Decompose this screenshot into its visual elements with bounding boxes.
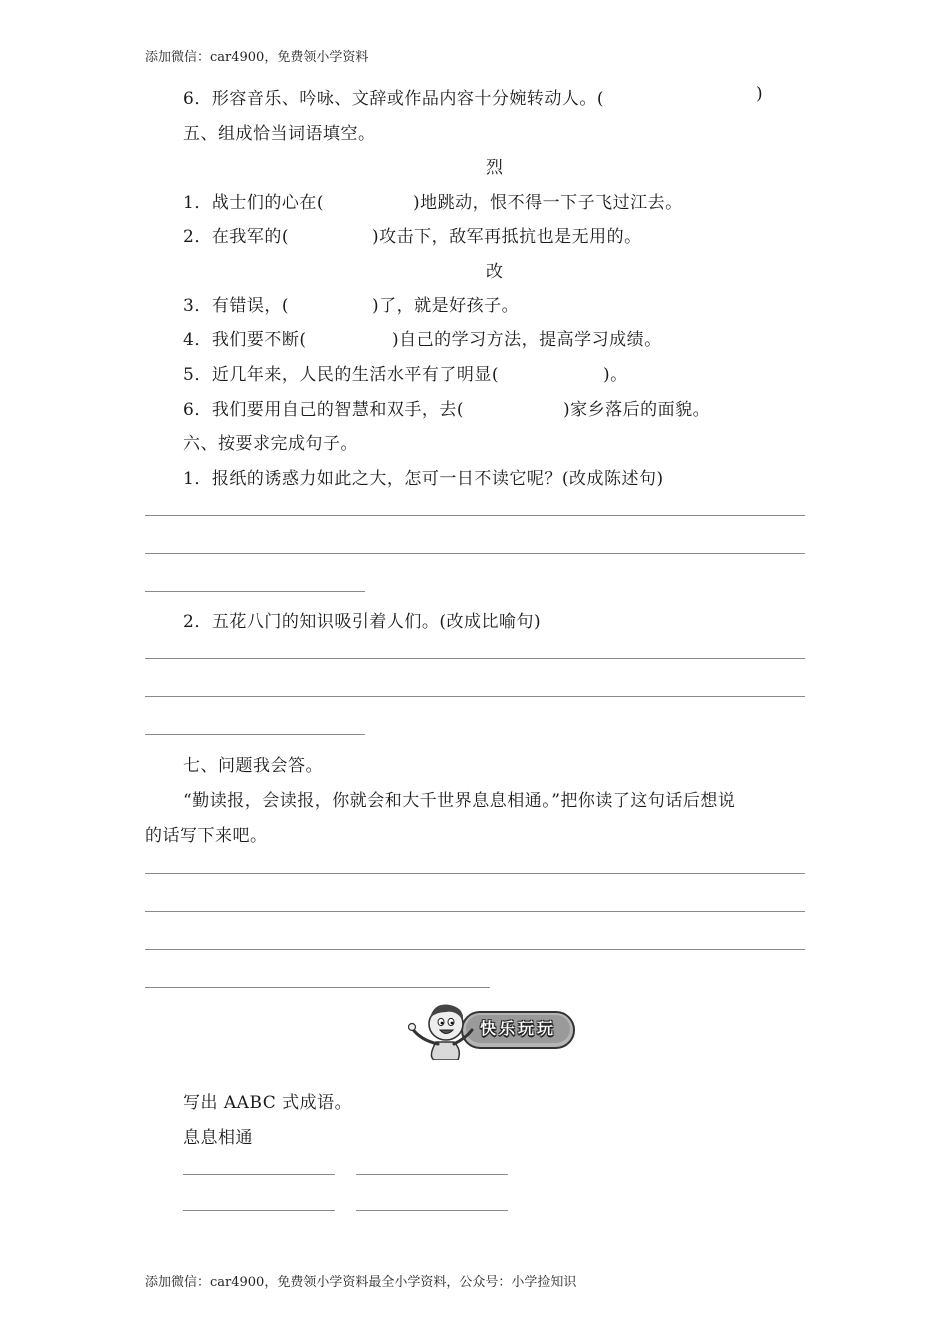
- section-5-title: 五、组成恰当词语填空。: [183, 124, 376, 144]
- s5-item-5-post: )。: [603, 365, 628, 385]
- section-5-char-lie: 烈: [486, 158, 504, 178]
- answer-line[interactable]: [145, 515, 805, 516]
- answer-line[interactable]: [145, 734, 365, 735]
- fun-example: 息息相通: [183, 1128, 253, 1148]
- section-6-title: 六、按要求完成句子。: [183, 434, 358, 454]
- s5-item-6-post: )家乡落后的面貌。: [563, 400, 711, 420]
- s7-prompt-line-1: “勤读报，会读报，你就会和大千世界息息相通。”把你读了这句话后想说: [183, 791, 736, 811]
- idiom-answer-line[interactable]: [356, 1210, 508, 1211]
- s6-question-1: 1．报纸的诱惑力如此之大，怎可一日不读它呢？(改成陈述句): [183, 469, 664, 489]
- s5-item-3-pre: 3．有错误，(: [183, 296, 289, 316]
- s6-question-2: 2．五花八门的知识吸引着人们。(改成比喻句): [183, 612, 542, 632]
- fun-banner: [408, 1000, 578, 1060]
- footer-watermark: 添加微信：car4900，免费领小学资料最全小学资料，公众号：小学捡知识: [145, 1275, 577, 1290]
- fun-instruction: 写出 AABC 式成语。: [183, 1093, 353, 1113]
- s5-item-2-post: )攻击下，敌军再抵抗也是无用的。: [372, 227, 642, 247]
- s5-item-3-post: )了，就是好孩子。: [372, 296, 520, 316]
- s5-item-6-pre: 6．我们要用自己的智慧和双手，去(: [183, 400, 464, 420]
- answer-line[interactable]: [145, 911, 805, 912]
- s5-item-2-pre: 2．在我军的(: [183, 227, 289, 247]
- section-5-char-gai: 改: [486, 262, 504, 282]
- idiom-answer-line[interactable]: [183, 1210, 335, 1211]
- q-item-6-close: ): [756, 84, 764, 104]
- idiom-answer-line[interactable]: [356, 1174, 508, 1175]
- section-7-title: 七、问题我会答。: [183, 756, 323, 776]
- s7-prompt-line-2: 的话写下来吧。: [145, 826, 268, 846]
- s5-item-1-post: )地跳动，恨不得一下子飞过江去。: [413, 193, 683, 213]
- idiom-answer-line[interactable]: [183, 1174, 335, 1175]
- answer-line[interactable]: [145, 658, 805, 659]
- header-watermark: 添加微信：car4900，免费领小学资料: [145, 50, 369, 65]
- s5-item-4-pre: 4．我们要不断(: [183, 330, 307, 350]
- s5-item-5-pre: 5．近几年来，人民的生活水平有了明显(: [183, 365, 499, 385]
- answer-line[interactable]: [145, 987, 490, 988]
- q-item-6-prefix: 6．形容音乐、吟咏、文辞或作品内容十分婉转动人。(: [183, 89, 604, 109]
- fun-banner-title: 快乐玩玩: [479, 1019, 556, 1038]
- answer-line[interactable]: [145, 873, 805, 874]
- answer-line[interactable]: [145, 553, 805, 554]
- s5-item-4-post: )自己的学习方法，提高学习成绩。: [392, 330, 662, 350]
- s5-item-1-pre: 1．战士们的心在(: [183, 193, 324, 213]
- answer-line[interactable]: [145, 949, 805, 950]
- answer-line[interactable]: [145, 591, 365, 592]
- answer-line[interactable]: [145, 696, 805, 697]
